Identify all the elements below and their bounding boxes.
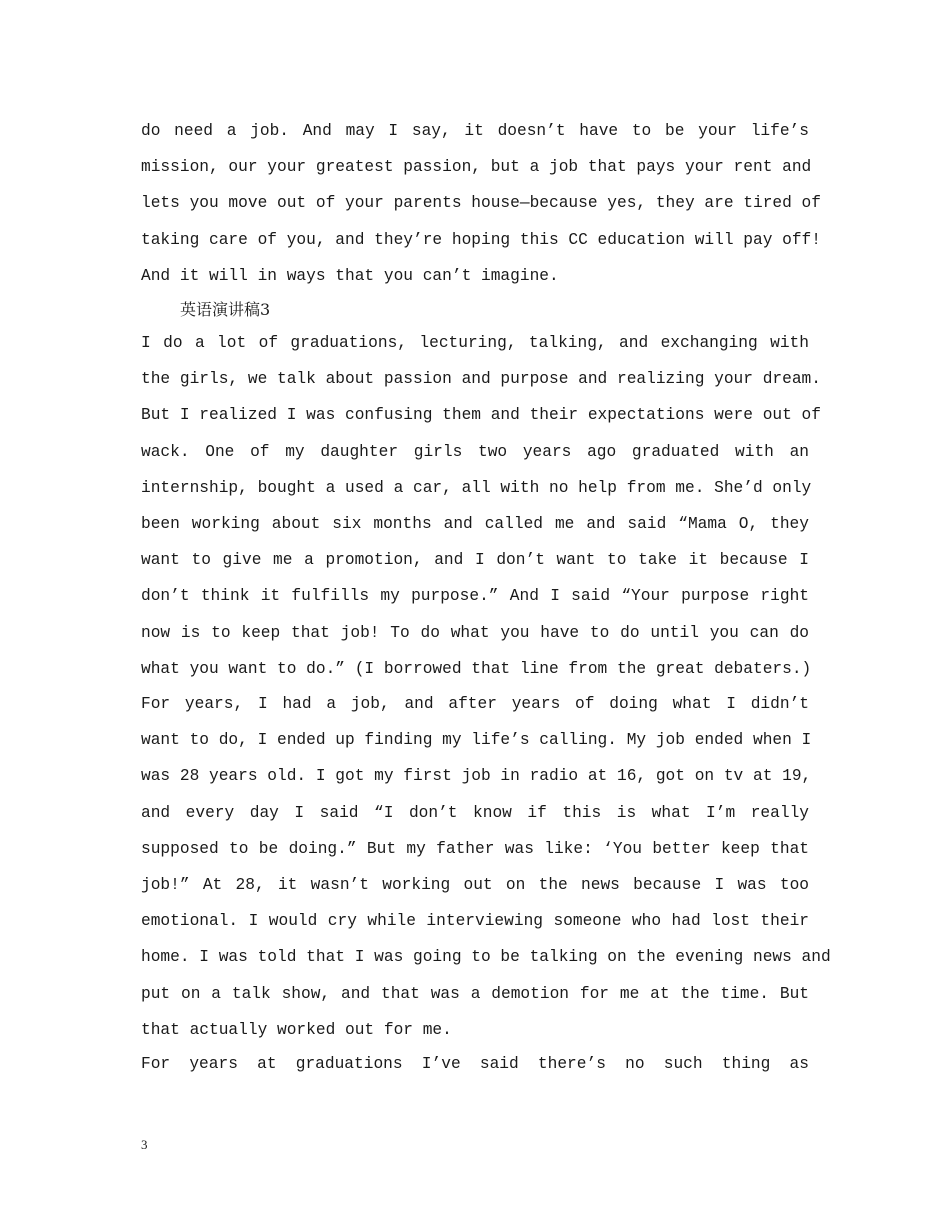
text-line: wack. One of my daughter girls two years ago graduated with an	[141, 442, 809, 461]
text-line: put on a talk show, and that was a demotion for me at the time. But	[141, 984, 809, 1003]
paragraph-2	[141, 325, 821, 687]
paragraph-3	[141, 686, 831, 1048]
text-line: do need a job. And may I say, it doesn’t have to be your life’s	[141, 122, 809, 140]
text-line: home. I was told that I was going to be talking on the evening news and	[141, 948, 831, 967]
section-heading: 英语演讲稿3	[180, 300, 271, 319]
text-line: I do a lot of graduations, lecturing, talking, and exchanging with	[141, 334, 809, 352]
text-line: want to give me a promotion, and I don’t want to take it because I	[141, 551, 809, 570]
text-line: the girls, we talk about passion and purpose and realizing your dream.	[141, 370, 821, 389]
text-line: job!” At 28, it wasn’t working out on the news because I was too	[141, 876, 809, 895]
page-number: 3	[141, 1137, 148, 1152]
text-line: want to do, I ended up finding my life’s calling. My job ended when I	[141, 731, 812, 750]
text-line: don’t think it fulfills my purpose.” And I said “Your purpose right	[141, 587, 809, 606]
text-line: taking care of you, and they’re hoping this CC education will pay off!	[141, 230, 821, 249]
text-line: lets you move out of your parents house—because yes, they are tired of	[141, 194, 821, 213]
text-line: now is to keep that job! To do what you have to do until you can do	[141, 623, 809, 642]
text-line: was 28 years old. I got my first job in radio at 16, got on tv at 19,	[141, 767, 812, 786]
text-line: been working about six months and called me and said “Mama O, they	[141, 515, 809, 534]
text-line: what you want to do.” (I borrowed that line from the great debaters.)	[141, 659, 812, 678]
paragraph-1	[141, 113, 821, 294]
text-line: that actually worked out for me.	[141, 1020, 452, 1039]
paragraph-4	[141, 1046, 809, 1082]
text-line: But I realized I was confusing them and their expectations were out of	[141, 406, 821, 425]
text-line: And it will in ways that you can’t imagine.	[141, 266, 559, 285]
text-line: internship, bought a used a car, all with no help from me. She’d only	[141, 478, 812, 497]
text-line: supposed to be doing.” But my father was like: ‘You better keep that	[141, 839, 809, 858]
text-line: For years at graduations I’ve said there’s no such thing as	[141, 1055, 809, 1073]
text-line: emotional. I would cry while interviewing someone who had lost their	[141, 912, 809, 931]
text-line: and every day I said “I don’t know if this is what I’m really	[141, 803, 809, 822]
text-line: For years, I had a job, and after years of doing what I didn’t	[141, 695, 809, 713]
text-line: mission, our your greatest passion, but a job that pays your rent and	[141, 158, 812, 177]
